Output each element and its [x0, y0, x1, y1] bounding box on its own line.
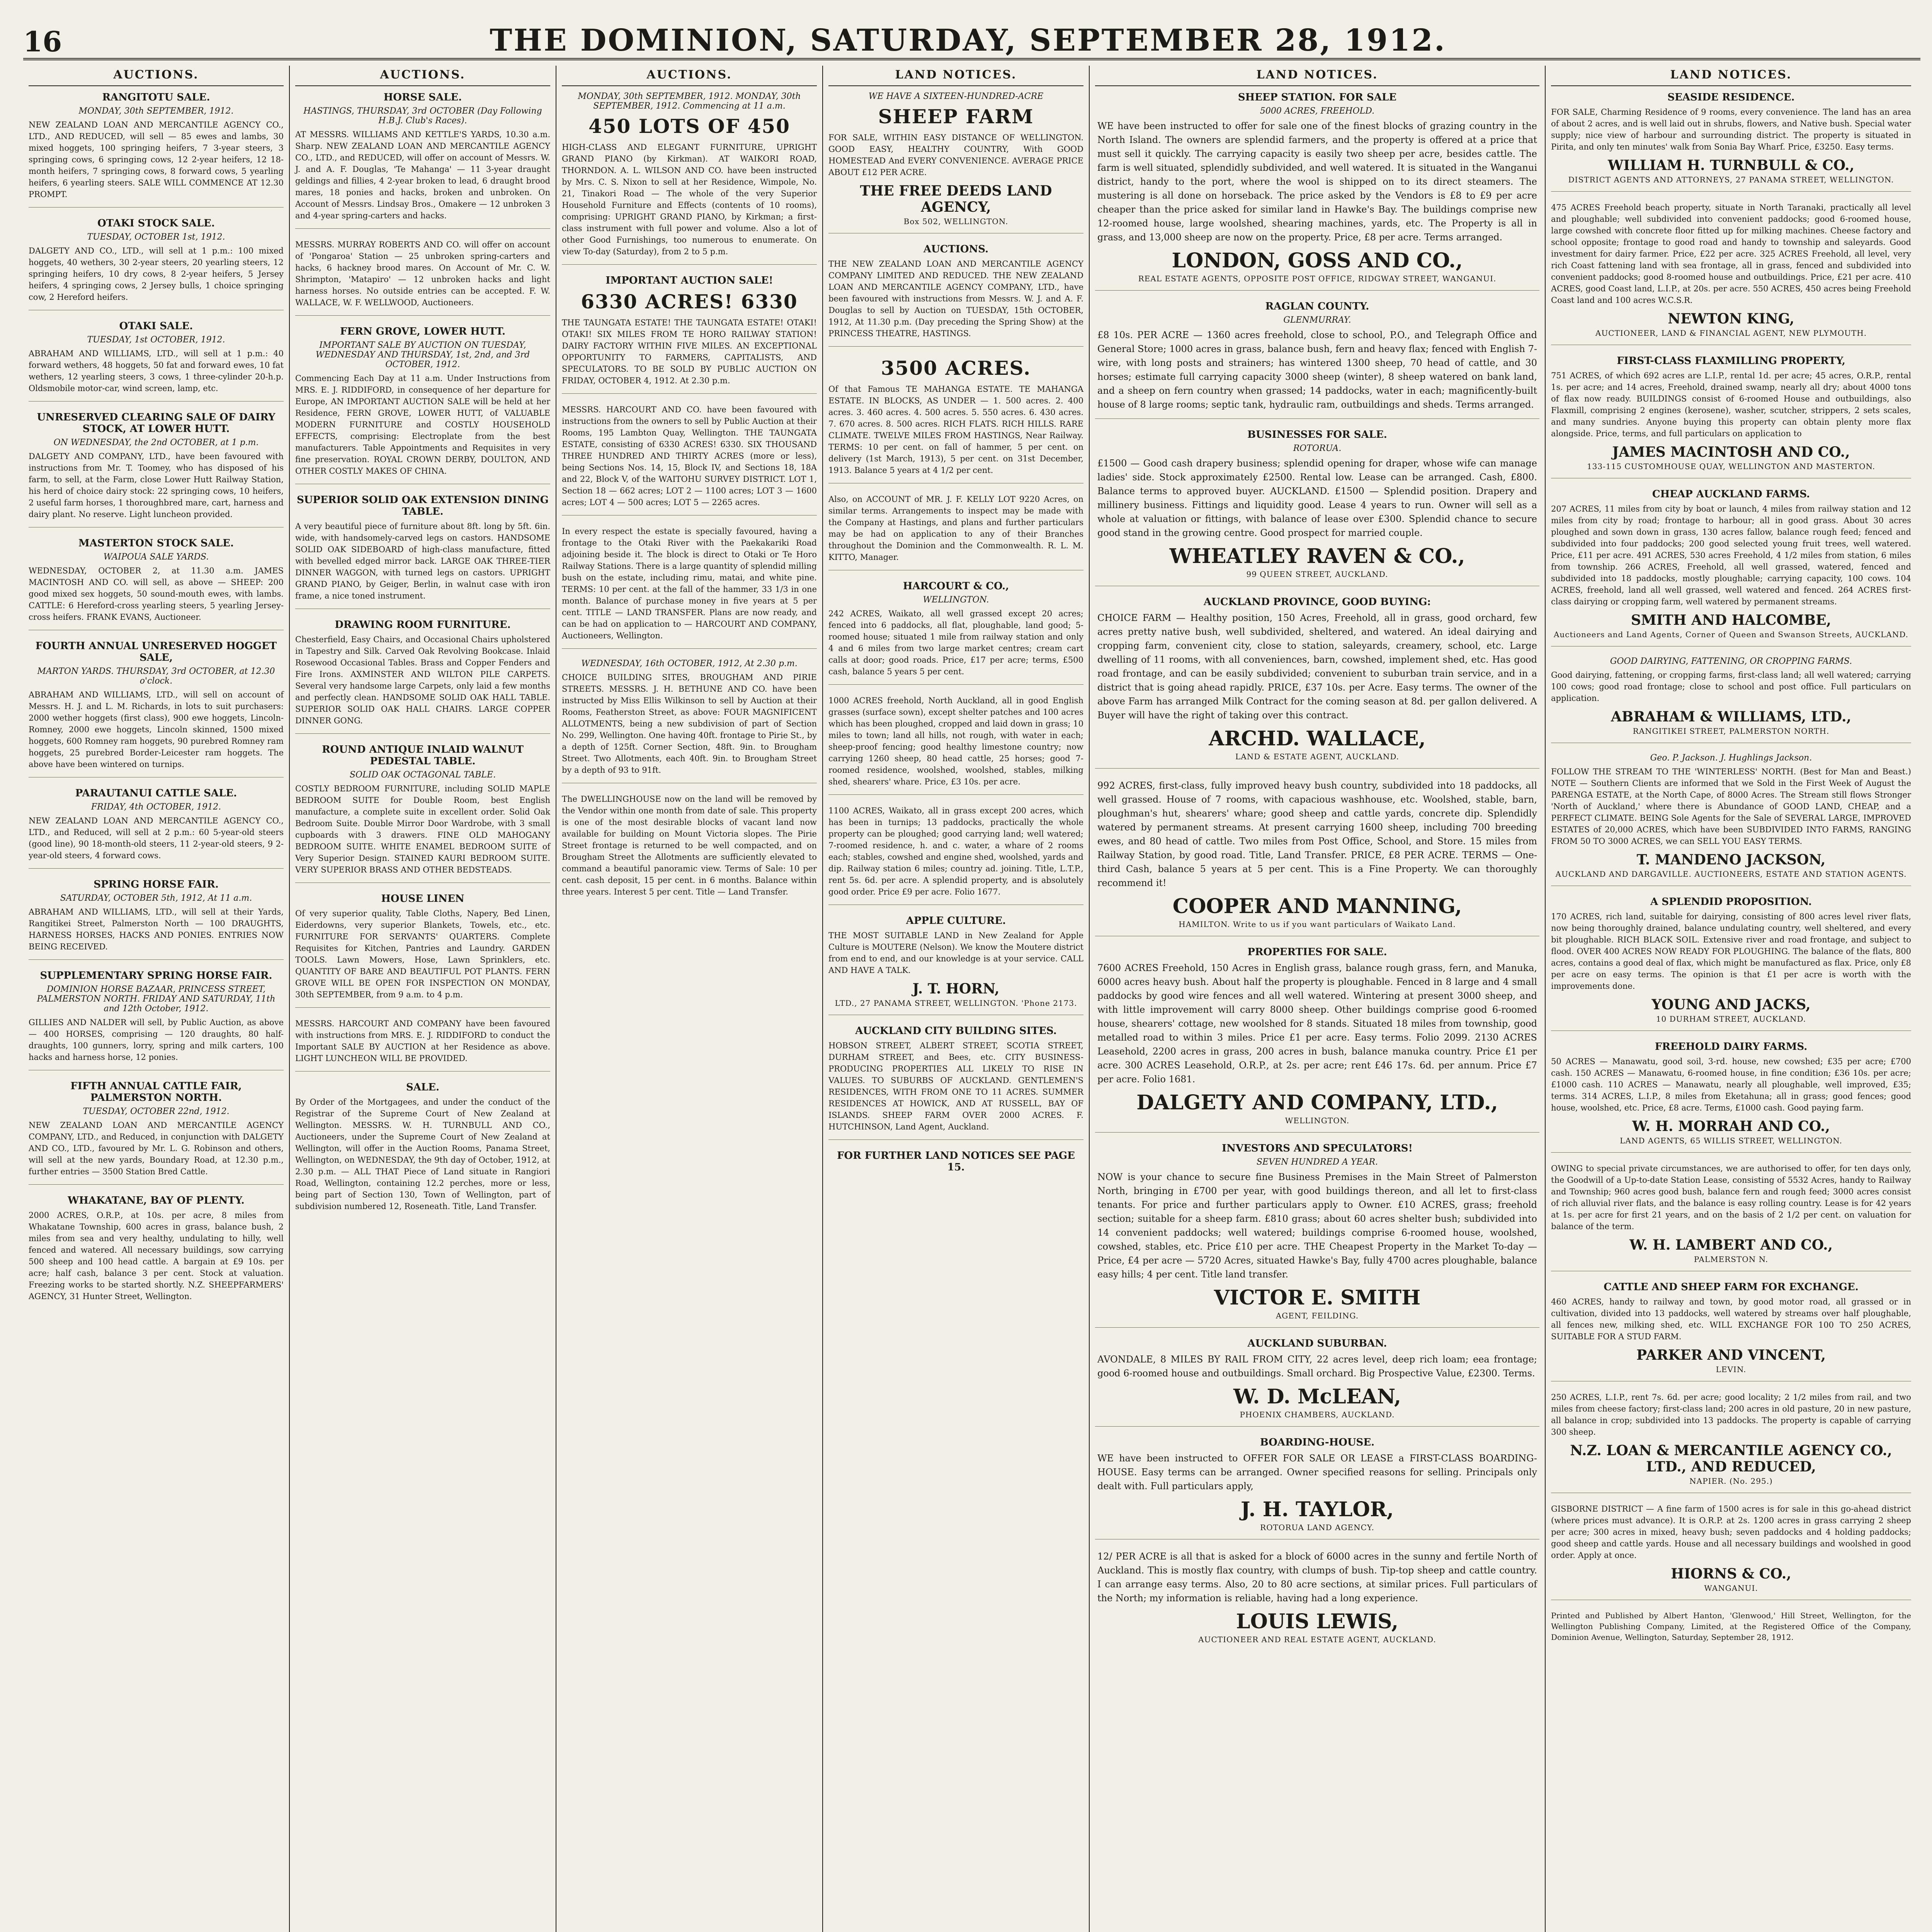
ad-body-text: GILLIES AND NALDER will sell, by Public Auction, as above — 400 HORSES, comprising — 120 draughts, 80 half-draughts, 100 gunners, lorry, spring and milk carters, 100 hacks and harness horse, 12 ponies. [29, 1018, 284, 1062]
ad-body-text: 1100 ACRES, Waikato, all in grass except 200 acres, which has been in turnips; 13 paddocks, practically the whole property can be ploughed; good carrying land; well watered; 7-roomed residence, h. and c. water, a whare of 2 rooms each; stables, cowshed and engine shed, woolshed, yards and dip. Railway station 6 miles; country ad. joining. Title, L.T.P., rent 5s. 6d. per acre. A splendid property, and is absolutely good order. Price £9 per acre. Folio 1677. [828, 806, 1083, 896]
ad-headline: FIRST-CLASS FLAXMILLING PROPERTY, [1617, 355, 1845, 367]
advertisement [295, 893, 550, 1008]
advertisement [1551, 92, 1911, 192]
ad-body-text: MESSRS. MURRAY ROBERTS AND CO. will offer on account of 'Pongaroa' Station — 25 unbroken spring-carters and hacks, 6 hackney brood mares. On Account of Mr. C. W. Shrimpton, 'Matapiro' — 12 unbroken hacks and light harness horses. No outside entries can be accepted. F. W. WALLACE, W. F. WELLWOOD, Auctioneers. [295, 240, 550, 307]
ad-headline: SEASIDE RESIDENCE. [1667, 92, 1795, 103]
ad-body-text: 50 ACRES — Manawatu, good soil, 3-rd. house, new cowshed; £35 per acre; £700 cash. 150 ACRES — Manawatu, 6-roomed house, in fine condition; £36 10s. per acre; £1000 cash. 110 ACRES — Manawatu, nearly all ploughable, well improved, £35; terms. 314 ACRES, L.I.P., 8 miles from Eketahuna; all in grass; good fences; good house, woolshed, etc. Price, £8 acre. Terms, £1000 cash. Good paying farm. [1551, 1057, 1911, 1112]
ad-body-text: £8 10s. PER ACRE — 1360 acres freehold, close to school, P.O., and Telegraph Office and General Store; 1000 acres in grass, balance bush, fern and heavy flax; fenced with English 7-wire, with long posts and strainers; has wintered 1300 sheep, 70 head of cattle, and 30 horses; estimate full carrying capacity 3000 sheep (winter), 8 sheep watered on bank land, and a sheep on fern country when grassed; 14 paddocks, water in each; magnificently-built house of 8 large rooms; septic tank, hydraulic ram, outbuildings and sheds. Terms arranged. [1097, 330, 1537, 410]
advertisement [29, 537, 284, 630]
ad-body-text: 751 ACRES, of which 692 acres are L.I.P., rental 1d. per acre; 45 acres, O.R.P., rental 1s. per acre; and 14 acres, Freehold, drained swamp, nearly all dry; about 4000 tons of flax now ready. BUILDINGS consist of 6-roomed House and outbuildings, also Flaxmill, comprising 2 engines (kerosene), washer, scutcher, strippers, 2 sets scales, and many sundries. Anyone buying this property can obtain plenty more flax alongside. Price, terms, and full particulars on application to [1551, 371, 1911, 438]
ad-body-text: THE TAUNGATA ESTATE! THE TAUNGATA ESTATE! OTAKI! OTAKI! SIX MILES FROM TE HORO RAILWAY STATION! DAIRY FACTORY WITHIN FIVE MILES. AN EXCEPTIONAL OPPORTUNITY TO FARMERS, CAPITALISTS, AND SPECULATORS. TO BE SOLD BY PUBLIC AUCTION ON FRIDAY, OCTOBER 4, 1912. At 2.30 p.m. [562, 318, 817, 385]
ad-body-text: Commencing Each Day at 11 a.m. Under Instructions from MRS. E. J. RIDDIFORD, in consequence of her departure for Europe, AN IMPORTANT AUCTION SALE will be held at her Residence, FERN GROVE, LOWER HUTT, of VALUABLE MODERN FURNITURE and COSTLY HOUSEHOLD EFFECTS, comprising: Electroplate from the best manufacturers. Table Appointments and Requisites in very fine preservation. ROYAL CROWN DERBY, DOULTON, AND OTHER COSTLY MAKES OF CHINA. [295, 374, 550, 476]
ad-headline: INVESTORS AND SPECULATORS! [1222, 1143, 1413, 1154]
ad-body-text: AT MESSRS. WILLIAMS AND KETTLE'S YARDS, 10.30 a.m. Sharp. NEW ZEALAND LOAN AND MERCANTILE AGENCY CO., LTD., and REDUCED, will offer on account of Messrs. W. J. and A. F. Douglas, 'Te Mahanga' — 11 3-year draught geldings and fillies, 4 2-year broken to lead, 6 draught brood mares, 18 ponies and hacks, broken and unbroken. On Account of Messrs. Lindsay Bros., Omakere — 12 unbroken 3 and 4-year spring-carters and hacks. [295, 130, 550, 220]
ad-subheading: ON WEDNESDAY, the 2nd OCTOBER, at 1 p.m. [53, 438, 259, 447]
ad-headline: A SPLENDID PROPOSITION. [1650, 896, 1812, 908]
advertisement [295, 239, 550, 316]
ad-headline: CATTLE AND SHEEP FARM FOR EXCHANGE. [1604, 1281, 1859, 1293]
column-6 [1546, 66, 1917, 1932]
ad-body-text: Of that Famous TE MAHANGA ESTATE. TE MAHANGA ESTATE. IN BLOCKS, AS UNDER — 1. 500 acres. 2. 400 acres. 3. 460 acres. 4. 500 acres. 5. 550 acres. 6. 430 acres. 7. 670 acres. 8. 500 acres. RICH FLATS. RICH HILLS. RARE CLIMATE. TWELVE MILES FROM HASTINGS, Near Railway. TERMS: 10 per cent. on fall of hammer, 5 per cent. on delivery (1st March, 1913), 5 per cent. on 31st December, 1913. Balance 5 years at 4 1/2 per cent. [828, 384, 1083, 475]
ad-subheading: WEDNESDAY, 16th OCTOBER, 1912, At 2.30 p.m. [581, 659, 798, 668]
ad-agent-name: NEWTON KING, [1668, 311, 1794, 327]
ad-agent-address: WELLINGTON. [1285, 1116, 1350, 1125]
advertisement [562, 659, 817, 783]
ad-body-text: MESSRS. HARCOURT AND COMPANY have been favoured with instructions from MRS. E. J. RIDDIFORD to conduct the Important SALE BY AUCTION at her Residence as above. LIGHT LUNCHEON WILL BE PROVIDED. [295, 1019, 550, 1063]
ad-body-text: OWING to special private circumstances, we are authorised to offer, for ten days only, the Goodwill of a Up-to-date Station Lease, consisting of 5532 Acres, handy to Railway and Township; 960 acres good bush, balance fern and rough feed; 3000 acres consist of rich alluvial river flats, and the balance is easy rolling country. Lease is for 42 years at 1s. per acre for first 21 years, and on the basis of 2 1/2 per cent. on valuation for balance of the term. [1551, 1164, 1911, 1231]
ad-agent-address: PHOENIX CHAMBERS, AUCKLAND. [1240, 1410, 1395, 1419]
ad-agent-name: THE FREE DEEDS LAND AGENCY, [860, 183, 1052, 215]
ad-body-text: FOR SALE, WITHIN EASY DISTANCE OF WELLINGTON. GOOD EASY, HEALTHY COUNTRY, With GOOD HOMESTEAD And EVERY CONVENIENCE. AVERAGE PRICE ABOUT £12 PER ACRE. [828, 133, 1083, 177]
advertisement [828, 805, 1083, 905]
column-3 [556, 66, 823, 1932]
advertisement [1095, 1338, 1539, 1427]
advertisement [1551, 202, 1911, 345]
ad-subheading: TUESDAY, OCTOBER 1st, 1912. [87, 232, 225, 242]
ad-body-text: 242 ACRES, Waikato, all well grassed except 20 acres; fenced into 6 paddocks, all flat, ploughable, land good; 5-roomed house; situated 1 mile from railway station and only 4 and 6 miles from two large market centres; cream cart calls at door; good roads. Price, £17 per acre; terms, £500 cash, balance 5 years 5 per cent. [828, 609, 1083, 676]
ad-body-text: WE have been instructed to offer for sale one of the finest blocks of grazing country in the North Island. The owners are splendid farmers, and the property is offered at a price that must sell it quickly. The carrying capacity is easily two sheep per acre, besides cattle. The farm is well situated, splendidly subdivided, and well watered. It is situated in the Wanganui district, handy to the port, where the wool is shipped on to its direct steamers. The mustering is all done on horseback. The price asked by the Vendors is £8 to £9 per acre cheaper than the price asked for similar land in Hawke's Bay. The buildings comprise new 12-roomed house, large woolshed, shearing machines, yards, etc. The Property is all in grass, and 13,000 sheep are now on the property. Price, £8 per acre. Terms arranged. [1097, 121, 1537, 243]
ad-agent-address: LEVIN. [1716, 1365, 1747, 1374]
ad-subheading: WE HAVE A SIXTEEN-HUNDRED-ACRE [868, 92, 1044, 101]
ad-subheading: SOLID OAK OCTAGONAL TABLE. [349, 770, 496, 780]
advertisement [295, 744, 550, 883]
ad-agent-name: W. H. LAMBERT AND CO., [1629, 1237, 1833, 1253]
ad-headline: SHEEP STATION. FOR SALE [1238, 92, 1397, 103]
ad-body-text: Also, on ACCOUNT of MR. J. F. KELLY LOT 9220 Acres, on similar terms. Arrangements to inspect may be made with the Company at Hastings, and plans and further particulars may be had on application to any of their Branches throughout the Dominion and the Commonwealth. R. L. M. KITTO, Manager. [828, 495, 1083, 562]
advertisement [1551, 1281, 1911, 1381]
advertisement [562, 526, 817, 649]
advertisement [1551, 355, 1911, 478]
advertisement [1095, 1143, 1539, 1328]
advertisement [1551, 1041, 1911, 1153]
advertisement [29, 1080, 284, 1185]
ad-agent-name: ARCHD. WALLACE, [1209, 727, 1426, 750]
advertisement [828, 1025, 1083, 1140]
ad-headline: MASTERTON STOCK SALE. [78, 537, 234, 549]
page-number: 16 [23, 25, 62, 58]
ad-headline: FIFTH ANNUAL CATTLE FAIR, PALMERSTON NORTH. [70, 1080, 242, 1104]
ad-headline: PARAUTANUI CATTLE SALE. [75, 787, 237, 799]
ad-body-text: THE NEW ZEALAND LOAN AND MERCANTILE AGENCY COMPANY LIMITED AND REDUCED. THE NEW ZEALAND LOAN AND MERCANTILE AGENCY COMPANY, LTD., have been favoured with instructions from Messrs. W. J. and A. F. Douglas to sell by Auction on TUESDAY, 15th OCTOBER, 1912, At 11.30 p.m. (Day preceding the Spring Show) at the PRINCESS THEATRE, HASTINGS. [828, 259, 1083, 338]
column-2 [290, 66, 556, 1932]
ad-agent-address: Auctioneers and Land Agents, Corner of Queen and Swanson Streets, AUCKLAND. [1553, 630, 1909, 639]
ad-agent-address: REAL ESTATE AGENTS, OPPOSITE POST OFFICE, RIDGWAY STREET, WANGANUI. [1138, 274, 1497, 283]
ad-body-text: 7600 ACRES Freehold, 150 Acres in English grass, balance rough grass, fern, and Manuka, 6000 acres heavy bush. About half the property is ploughable. Fenced in 8 large and 4 small paddocks by good wire fences and all well watered. Wintering at present 3000 sheep, and with little improvement will carry 8000 sheep. Other buildings comprise good 6-roomed house, shearers' cottage, new woolshed for 8 stands. Situated 18 miles from township, good metalled road to within 3 miles. Price £1 per acre. Easy terms. Folio 2099. 2130 ACRES Leasehold, 2200 acres in grass, 200 acres in bush, balance manuka country. Price £1 per acre. 300 ACRES Leasehold, O.R.P., at 2s. per acre; rent £46 17s. 6d. per annum. Price £7 per acre. Folio 1681. [1097, 963, 1537, 1085]
ad-agent-address: RANGITIKEI STREET, PALMERSTON NORTH. [1633, 726, 1830, 736]
ad-subheading: SEVEN HUNDRED A YEAR. [1256, 1157, 1378, 1167]
ad-agent-address: NAPIER. (No. 295.) [1689, 1476, 1773, 1486]
ad-headline: BUSINESSES FOR SALE. [1247, 429, 1387, 440]
ad-agent-address: LTD., 27 PANAMA STREET, WELLINGTON. 'Phone 2173. [835, 998, 1077, 1008]
ad-body-text: 460 ACRES, handy to railway and town, by good motor road, all grassed or in cultivation, divided into 13 paddocks, well watered by streams over half ploughable, all fences new, milking shed, etc. WILL EXCHANGE FOR 100 TO 250 ACRES, SUITABLE FOR A STUD FARM. [1551, 1297, 1911, 1341]
advertisement [29, 92, 284, 207]
columns-container [23, 66, 1920, 1932]
ad-agent-address: LAND & ESTATE AGENT, AUCKLAND. [1235, 752, 1400, 761]
ad-body-text: 170 ACRES, rich land, suitable for dairying, consisting of 800 acres level river flats, now being thoroughly drained, balance undulating country, well sheltered, and every bit ploughable. RICH BLACK SOIL. Extensive river and road frontage, and subject to flood. OVER 400 ACRES NOW READY FOR PLOUGHING. The balance of the flats, 800 acres, contains a good deal of flax, which might be manufactured as flax. Price, only £8 per acre on easy terms. The opinion is that £1 per acre is worth with the improvements done. [1551, 912, 1911, 991]
advertisement [29, 640, 284, 777]
ad-headline: IMPORTANT AUCTION SALE! [605, 275, 773, 286]
ad-body-text: 992 ACRES, first-class, fully improved heavy bush country, subdivided into 18 paddocks, all well grassed. House of 7 rooms, with capacious washhouse, etc. Woolshed, stable, barn, ploughman's hut, shearers' whare; good sheep and cattle yards, concrete dip. Splendidly watered by permanent streams. At present carrying 1600 sheep, including 700 breeding ewes, and 80 head of cattle. Two miles from Post Office, School, and Store. 15 miles from Railway Station, by good road. Title, Land Transfer. PRICE, £8 PER ACRE. TERMS — One-third Cash, balance 5 years at 5 per cent. This is a Fine Property. We can thoroughly recommend it! [1097, 780, 1537, 888]
ad-headline: WHAKATANE, BAY OF PLENTY. [68, 1195, 245, 1206]
ad-body-text: 207 ACRES, 11 miles from city by boat or launch, 4 miles from railway station and 12 miles from city by road; frontage to harbour; all in good grass. About 30 acres ploughed and sown down in grass, 130 acres fallow, balance rough feed; fenced and subdivided into four paddocks; 200 good selected young fruit trees, well watered. Price, £11 per acre. 491 ACRES, 530 acres Freehold, 4 1/2 miles from station, 6 miles from township. 266 ACRES, Freehold, all well grassed, watered, fenced and subdivided into 18 paddocks, mostly ploughable; carrying capacity, 100 cows. 104 ACRES, freehold, land all well grassed, well watered and fenced. 264 ACRES first-class dairying or cropping farm, well watered by permanent streams. [1551, 504, 1911, 606]
advertisement [1551, 1391, 1911, 1493]
ad-agent-name: W. H. MORRAH AND CO., [1632, 1118, 1830, 1134]
ad-headline: AUCKLAND PROVINCE, GOOD BUYING: [1203, 596, 1431, 608]
ad-body-text: NEW ZEALAND LOAN AND MERCANTILE AGENCY COMPANY, LTD., and Reduced, in conjunction with DALGETY AND CO., LTD., favoured by Mr. L. G. Robinson and others, will sell at the new yards, Boundary Road, at 12.30 p.m., further entries — 3500 Station Bred Cattle. [29, 1121, 284, 1176]
ad-agent-name: COOPER AND MANNING, [1172, 895, 1462, 918]
advertisement [295, 326, 550, 484]
advertisement [562, 92, 817, 265]
ad-display-line: 6330 ACRES! 6330 [581, 290, 798, 313]
ad-headline: FOR FURTHER LAND NOTICES SEE PAGE 15. [837, 1150, 1075, 1173]
advertisement [1551, 896, 1911, 1031]
ad-headline: HORSE SALE. [383, 92, 462, 103]
ad-subheading: MARTON YARDS. THURSDAY, 3rd OCTOBER, at 12.30 o'clock. [37, 667, 275, 686]
advertisement [1551, 1503, 1911, 1600]
ad-agent-name: PARKER AND VINCENT, [1636, 1347, 1826, 1363]
ad-body-text: NEW ZEALAND LOAN AND MERCANTILE AGENCY CO., LTD., AND REDUCED, will sell — 85 ewes and lambs, 30 mixed hoggets, 100 springing heifers, 7 3-year steers, 3 springing cows, 6 springing cows, 12 2-year heifers, 12 18-month heifers, 7 springing cows, 8 forward cows, 5 yearling heifers, 6 yearling steers. SALE WILL COMMENCE AT 12.30 PROMPT. [29, 120, 284, 199]
advertisement [295, 619, 550, 734]
ad-body-text: FOR SALE, Charming Residence of 9 rooms, every convenience. The land has an area of about 2 acres, and is well laid out in shrubs, flowers, and Native bush. Special water supply; nice view of harbour and surrounding district. The property is situated in Pirita, and only ten minutes' walk from Sonia Bay Wharf. Price, £3250. Easy terms. [1551, 107, 1911, 151]
ad-body-text: COSTLY BEDROOM FURNITURE, including SOLID MAPLE BEDROOM SUITE for Double Room, best English manufacture, a complete suite in excellent order. Solid Oak Bedroom Suite. Double Mirror Door Wardrobe, with 3 small cupboards with 3 drawers. FINE OLD MAHOGANY BEDROOM SUITE. WHITE ENAMEL BEDROOM SUITE of Very Superior Design. STAINED KAURI BEDROOM SUITE. VERY SUPERIOR BRASS AND OTHER BEDSTEADS. [295, 784, 550, 874]
ad-display-line: 450 LOTS OF 450 [588, 115, 791, 138]
ad-headline: SALE. [406, 1082, 440, 1093]
advertisement [29, 1195, 284, 1309]
advertisement [1095, 429, 1539, 586]
ad-body-text: MESSRS. HARCOURT AND CO. have been favoured with instructions from the owners to sell by Public Auction at their Rooms, 195 Lambton Quay, Wellington. THE TAUNGATA ESTATE, consisting of 6330 ACRES! 6330. SIX THOUSAND THREE HUNDRED AND THIRTY ACRES (more or less), being Sections Nos. 14, 15, Block IV, and Sections 18, 18A and 22, Block V, of the WAITOHU SURVEY DISTRICT. LOT 1, Section 18 — 662 acres; LOT 2 — 1100 acres; LOT 3 — 1600 acres; LOT 4 — 500 acres; LOT 5 — 2265 acres. [562, 405, 817, 507]
ad-agent-address: ROTORUA LAND AGENCY. [1260, 1523, 1374, 1532]
advertisement [828, 243, 1083, 347]
ad-headline: FERN GROVE, LOWER HUTT. [340, 326, 506, 337]
ad-agent-address: HAMILTON. Write to us if you want particulars of Waikato Land. [1179, 920, 1456, 929]
masthead [23, 15, 1920, 60]
ad-subheading: WAIPOUA SALE YARDS. [103, 552, 209, 562]
advertisement [29, 879, 284, 960]
column-heading: AUCTIONS. [562, 66, 817, 86]
column-heading: LAND NOTICES. [1551, 66, 1911, 86]
advertisement [29, 787, 284, 869]
advertisement [828, 695, 1083, 795]
ad-body-text: 1000 ACRES freehold, North Auckland, all in good English grasses (surface sown), except shelter patches and 100 acres which has been ploughed, cropped and laid down in grass; 10 miles to town; land all hills, not rough, with water in each; sheep-proof fencing; good healthy limestone country; now carrying 1260 sheep, 80 head cattle, 25 horses; good 7-roomed residence, woolshed, woolshed, stables, milking shed, shearers' whare. Price, £3 10s. per acre. [828, 696, 1084, 786]
ad-agent-name: J. T. HORN, [912, 981, 1000, 997]
ad-agent-name: J. H. TAYLOR, [1240, 1498, 1394, 1521]
advertisement [828, 493, 1083, 570]
advertisement [295, 494, 550, 609]
ad-subheading: ROTORUA. [1293, 444, 1342, 453]
advertisement [562, 793, 817, 905]
ad-headline: BOARDING-HOUSE. [1260, 1437, 1375, 1448]
advertisement [1095, 301, 1539, 419]
ad-headline: HARCOURT & CO., [903, 580, 1009, 592]
ad-display-line: 3500 ACRES. [881, 357, 1031, 379]
advertisement [1095, 1437, 1539, 1539]
ad-body-text: 475 ACRES Freehold beach property, situate in North Taranaki, practically all level and ploughable; well subdivided into convenient paddocks; good 6-roomed house, large cowshed with concrete floor fitted up for milking machines. Cheese factory and school opposite; frontage to good road and handy to township and saleyards. Good investment for dairy farmer. Price, £22 per acre. 325 ACRES Freehold, all level, very rich Coast fattening land with sea frontage, all in grass, fenced and subdivided into convenient paddocks; good 8-roomed house and outbuildings. Price, £21 per acre. 410 ACRES, good Coast land, L.I.P., at 20s. per acre. 550 ACRES, 450 acres being Freehold Coast land and 100 acres W.C.S.R. [1551, 203, 1911, 305]
ad-body-text: DALGETY AND COMPANY, LTD., have been favoured with instructions from Mr. T. Toomey, who has disposed of his farm, to sell, at the Farm, close Lower Hutt Railway Station, his herd of choice dairy stock: 22 springing cows, 10 heifers, 2 useful farm horses, 1 thoroughbred mare, cart, harness and dairy plant. No reserve. Light luncheon provided. [29, 452, 284, 519]
advertisement [1095, 92, 1539, 291]
ad-body-text: ABRAHAM AND WILLIAMS, LTD., will sell on account of Messrs. H. J. and L. M. Richards, in lots to suit purchasers: 2000 wether hoggets (first class), 900 ewe hoggets, Lincoln-Romney, 2000 ewe hoggets, Lincoln skinned, 1500 mixed hoggets, 600 Romney ram hoggets, 90 purebred Romney ram hoggets, 25 purebred Border-Leicester ram hoggets. The above have been wintered on turnips. [29, 690, 284, 769]
advertisement [1551, 1163, 1911, 1271]
ad-subheading: SATURDAY, OCTOBER 5th, 1912, At 11 a.m. [60, 893, 252, 903]
ad-headline: SPRING HORSE FAIR. [94, 879, 219, 890]
ad-subheading: TUESDAY, 1st OCTOBER, 1912. [87, 335, 225, 345]
ad-body-text: A very beautiful piece of furniture about 8ft. long by 5ft. 6in. wide, with handsomely-carved legs on castors. HANDSOME SOLID OAK SIDEBOARD of high-class manufacture, fitted with bevelled edged mirror back. LARGE OAK THREE-TIER DINNER WAGGON, with turned legs on castors. UPRIGHT GRAND PIANO, by Geiger, Berlin, in walnut case with iron frame, a nice toned instrument. [295, 522, 550, 600]
ad-agent-name: ABRAHAM & WILLIAMS, LTD., [1611, 709, 1852, 725]
ad-headline: RAGLAN COUNTY. [1265, 301, 1369, 312]
advertisement [1551, 656, 1911, 743]
ad-body-text: WEDNESDAY, OCTOBER 2, at 11.30 a.m. JAMES MACINTOSH AND CO. will sell, as above — SHEEP: 200 good mixed sex hoggets, 50 sound-mouth ewes, with lambs. CATTLE: 6 Hereford-cross yearling steers, 5 yearling Jersey-cross heifers. FRANK EVANS, Auctioneer. [29, 566, 284, 622]
ad-agent-name: YOUNG AND JACKS, [1651, 997, 1811, 1013]
advertisement [828, 1150, 1083, 1183]
ad-body-text: GISBORNE DISTRICT — A fine farm of 1500 acres is for sale in this go-ahead district (where prices must advance). It is O.R.P. at 2s. 1200 acres in grass carrying 2 sheep per acre; 300 acres in mixed, heavy bush; seven paddocks and 4 holding paddocks; good sheep and cattle yards. House and all necessary buildings and woolshed in good order. Apply at once. [1551, 1504, 1911, 1560]
ad-headline: AUCKLAND CITY BUILDING SITES. [855, 1025, 1057, 1037]
ad-headline: HOUSE LINEN [381, 893, 464, 905]
ad-body-text: CHOICE FARM — Healthy position, 150 Acres, Freehold, all in grass, good orchard, few acres pretty native bush, well subdivided, sheltered, and watered. An ideal dairying and cropping farm, convenient city, close to station, saleyards, creamery, school, etc. Large dwelling of 11 rooms, with all conveniences, barn, cowshed, implement shed, etc. Has good road frontage, and can be easily subdivided; convenient to suburban train service, and in a district that is going ahead rapidly. PRICE, £37 10s. per Acre. Easy terms. The owner of the above Farm has arranged Milk Contract for the coming season at 8d. per gallon delivered. A Buyer will have the right of taking over this contract. [1097, 612, 1537, 721]
colophon: Printed and Published by Albert Hanton, 'Glenwood,' Hill Street, Wellington, for the Wellington Publishing Company, Limited, at the Registered Office of the Company, Dominion Avenue, Wellington, Saturday, September 28, 1912. [1551, 1611, 1911, 1642]
advertisement [1095, 946, 1539, 1133]
advertisement [562, 404, 817, 515]
column-heading: LAND NOTICES. [828, 66, 1083, 86]
ad-headline: RANGITOTU SALE. [102, 92, 210, 103]
ad-agent-address: Box 502, WELLINGTON. [903, 217, 1009, 226]
ad-body-text: 250 ACRES, L.I.P., rent 7s. 6d. per acre; good locality; 2 1/2 miles from rail, and two miles from cheese factory; first-class land; 200 acres in old pasture, 20 in new pasture, all balance in crop; subdivided into 13 paddocks. The property is capable of carrying 300 sheep. [1551, 1393, 1911, 1437]
advertisement [562, 275, 817, 394]
advertisement [1095, 779, 1539, 936]
ad-body-text: In every respect the estate is specially favoured, having a frontage to the Otaki River with the Paekakariki Road adjoining beside it. The block is direct to Otaki or Te Horo Railway Stations. There is a large quantity of splendid milling bush on the estate, including rimu, matai, and white pine. TERMS: 10 per cent. at the fall of the hammer, 33 1/3 in one month. Balance of purchase money in five years at 5 per cent. TITLE — LAND TRANSFER. Plans are now ready, and can be had on application to — HARCOURT AND COMPANY, Auctioneers, Wellington. [562, 527, 817, 640]
ad-headline: FREEHOLD DAIRY FARMS. [1655, 1041, 1808, 1053]
ad-body-text: ABRAHAM AND WILLIAMS, LTD., will sell at 1 p.m.: 40 forward wethers, 48 hoggets, 50 fat and forward ewes, 10 fat wethers, 12 yearling steers, 3 cows, 1 three-cylinder 20-h.p. Oldsmobile motor-car, wind screen, lamp, etc. [29, 349, 284, 393]
ad-subheading: GLENMURRAY. [1283, 315, 1351, 325]
column-1 [23, 66, 290, 1932]
ad-agent-address: AUCTIONEER, LAND & FINANCIAL AGENT, NEW PLYMOUTH. [1595, 328, 1867, 338]
ad-agent-name: VICTOR E. SMITH [1214, 1286, 1421, 1310]
ad-headline: OTAKI STOCK SALE. [97, 218, 215, 229]
ad-subheading: 5000 ACRES, FREEHOLD. [1260, 106, 1375, 116]
ad-body-text: AVONDALE, 8 MILES BY RAIL FROM CITY, 22 acres level, deep rich loam; eea frontage; good 6-roomed house and outbuildings. Small orchard. Big Prospective Value, £2300. Terms. [1097, 1354, 1537, 1379]
ad-headline: UNRESERVED CLEARING SALE OF DAIRY STOCK, AT LOWER HUTT. [37, 412, 276, 435]
column-heading: AUCTIONS. [295, 66, 550, 86]
masthead-title: THE DOMINION, SATURDAY, SEPTEMBER 28, 1912. [490, 23, 1446, 58]
ad-body-text: Of very superior quality, Table Cloths, Napery, Bed Linen, Eiderdowns, very superior Blankets, Towels, etc., etc. FURNITURE FOR SERVANTS' QUARTERS. Complete Requisites for Kitchen, Pantries and Laundry. GARDEN TOOLS. Lawn Mowers, Hose, Lawn Sprinklers, etc. QUANTITY OF BARE AND BEAUTIFUL POT PLANTS. FERN GROVE WILL BE OPEN FOR INSPECTION ON MONDAY, 30th SEPTEMBER, from 9 a.m. to 4 p.m. [295, 909, 550, 999]
ad-subheading: TUESDAY, OCTOBER 22nd, 1912. [83, 1107, 230, 1116]
ad-agent-address: PALMERSTON N. [1694, 1255, 1769, 1264]
ad-subheading: HASTINGS, THURSDAY, 3rd OCTOBER (Day Following H.B.J. Club's Races). [303, 106, 542, 126]
ad-agent-address: 133-115 CUSTOMHOUSE QUAY, WELLINGTON AND MASTERTON. [1587, 462, 1876, 471]
advertisement [1095, 1549, 1539, 1651]
ad-agent-address: AGENT, FEILDING. [1276, 1311, 1359, 1320]
ad-display-line: SHEEP FARM [878, 105, 1034, 128]
ad-agent-name: WILLIAM H. TURNBULL & CO., [1607, 157, 1855, 173]
ad-agent-name: N.Z. LOAN & MERCANTILE AGENCY CO., LTD., AND REDUCED, [1570, 1442, 1892, 1475]
ad-headline: OTAKI SALE. [119, 320, 193, 332]
ad-agent-address: LAND AGENTS, 65 WILLIS STREET, WELLINGTON. [1620, 1136, 1842, 1145]
advertisement [828, 357, 1083, 483]
advertisement [1551, 488, 1911, 646]
ad-agent-name: JAMES MACINTOSH AND CO., [1612, 444, 1850, 460]
ad-body-text: HOBSON STREET, ALBERT STREET, SCOTIA STREET, DURHAM STREET, and Bees, etc. CITY BUSINESS-PRODUCING PROPERTIES ALL LIKELY TO RISE IN VALUES. TO SUBURBS OF AUCKLAND. GENTLEMEN'S RESIDENCES, WITH FROM ONE TO 11 ACRES. SUMMER RESIDENCES AT HOWICK, AND AT RUSSELL, BAY OF ISLANDS. SHEEP FARM OVER 2000 ACRES. F. HUTCHINSON, Land Agent, Auckland. [828, 1041, 1083, 1131]
ad-subheading: WELLINGTON. [923, 595, 989, 605]
advertisement [828, 915, 1083, 1015]
ad-subheading: MONDAY, 30th SEPTEMBER, 1912. [78, 106, 234, 116]
ad-body-text: The DWELLINGHOUSE now on the land will be removed by the Vendor within one month from date of sale. This property is one of the most desirable blocks of vacant land now available for building on Mount Victoria slopes. The Pirie Street frontage is returned to be well compacted, and on Brougham Street the Allotments are sufficiently elevated to command a beautiful panoramic view. Terms of Sale: 10 per cent. cash deposit, 15 per cent. in 6 months. Balance within three years. Interest 5 per cent. Title — Land Transfer. [562, 794, 817, 896]
advertisement [295, 92, 550, 229]
ad-headline: ROUND ANTIQUE INLAID WALNUT PEDESTAL TABLE. [322, 744, 524, 767]
ad-headline: SUPERIOR SOLID OAK EXTENSION DINING TABLE. [297, 494, 549, 517]
advertisement [29, 320, 284, 401]
column-5 [1090, 66, 1546, 1932]
column-4 [823, 66, 1090, 1932]
ad-agent-name: W. D. McLEAN, [1233, 1385, 1401, 1408]
ad-agent-name: WHEATLEY RAVEN & CO., [1169, 544, 1465, 568]
ad-body-text: NOW is your chance to secure fine Business Premises in the Main Street of Palmerston North, bringing in £700 per year, with good buildings thereon, and all let to first-class tenants. For price and further particulars apply to Owner. £10 ACRES, grass; freehold section; suitable for a sheep farm. £810 grass; about 60 acres shelter bush; subdivided into 14 convenient paddocks; well watered; buildings comprise 6-roomed house, woolshed, cowshed, stables, etc. Price £10 per acre. THE Cheapest Property in the Market To-day — Price, £4 per acre — 5720 Acres, situated Hawke's Bay, fully 4700 acres ploughable, balance easy hills; 4 per cent. Title land transfer. [1097, 1172, 1537, 1280]
ad-body-text: 2000 ACRES, O.R.P., at 10s. per acre, 8 miles from Whakatane Township, 600 acres in grass, balance bush, 2 miles from sea and very healthy, undulating to hilly, well fenced and watered. All necessary buildings, sow carrying 500 sheep and 100 head cattle. A bargain at £9 10s. per acre; half cash, balance 3 per cent. Stock at valuation. Freezing works to be started shortly. N.Z. SHEEPFARMERS' AGENCY, 31 Hunter Street, Wellington. [29, 1211, 284, 1301]
ad-body-text: Chesterfield, Easy Chairs, and Occasional Chairs upholstered in Tapestry and Silk. Carved Oak Revolving Bookcase. Inlaid Rosewood Occasional Tables. Brass and Copper Fenders and Fire Irons. AXMINSTER AND WILTON PILE CARPETS. Several very handsome large Carpets, only laid a few months and perfectly clean. HANDSOME SOLID OAK HALL TABLE. SUPERIOR SOLID OAK HALL CHAIRS. LARGE COPPER DINNER GONG. [295, 635, 550, 725]
ad-body-text: £1500 — Good cash drapery business; splendid opening for draper, whose wife can manage ladies' side. Stock approximately £2500. Rental low. Lease can be arranged. Cash, £800. Balance terms to approved buyer. AUCKLAND. £1500 — Splendid position. Drapery and millinery business. Fittings and liquidity good. Lease 4 years to run. Owner will sell as a whole at valuation or fittings, with balance of lease over £300. Splendid chance to secure good stand in the growing centre. Good prospect for married couple. [1097, 458, 1537, 538]
column-heading: LAND NOTICES. [1095, 66, 1539, 86]
ad-agent-name: DALGETY AND COMPANY, LTD., [1136, 1091, 1498, 1114]
ad-body-text: WE have been instructed to OFFER FOR SALE OR LEASE a FIRST-CLASS BOARDING-HOUSE. Easy terms can be arranged. Owner specified reasons for selling. Principals only dealt with. Full particulars apply, [1097, 1453, 1537, 1492]
advertisement [29, 412, 284, 527]
ad-body-text: NEW ZEALAND LOAN AND MERCANTILE AGENCY CO., LTD., and Reduced, will sell at 2 p.m.: 60 5-year-old steers (good line), 90 18-month-old steers, 11 2-year-old steers, 9 2-year-old steers, 4 forward cows. [29, 816, 284, 860]
ad-body-text: 12/ PER ACRE is all that is asked for a block of 6000 acres in the sunny and fertile North of Auckland. This is mostly flax country, with clumps of bush. Tip-top sheep and cattle country. I can arrange easy terms. Also, 20 to 80 acre sections, at similar prices. Full particulars of the North; my information is reliable, having had a long experience. [1097, 1551, 1537, 1604]
ad-subheading: FRIDAY, 4th OCTOBER, 1912. [91, 802, 221, 812]
ad-agent-address: WANGANUI. [1704, 1583, 1758, 1593]
ad-headline: APPLE CULTURE. [906, 915, 1006, 927]
ad-body-text: HIGH-CLASS AND ELEGANT FURNITURE, UPRIGHT GRAND PIANO (by Kirkman). AT WAIKORI ROAD, THORNDON. A. L. WILSON AND CO. have been instructed by Mrs. C. S. Nixon to sell at her Residence, Wimpole, No. 21, Tinakori Road — The whole of the very Superior Household Furniture and Effects (contents of 10 rooms), comprising: UPRIGHT GRAND PIANO, by Kirkman; a first-class instrument with full power and volume. Also a lot of other Good Furnishings, too numerous to enumerate. On view To-day (Saturday), from 2 to 5 p.m. [562, 143, 817, 256]
ad-subheading: DOMINION HORSE BAZAAR, PRINCESS STREET, PALMERSTON NORTH. FRIDAY AND SATURDAY, 11th and 12th October, 1912. [37, 985, 276, 1014]
ad-subheading: Geo. P. Jackson. J. Hughlings Jackson. [1650, 753, 1812, 763]
advertisement [29, 970, 284, 1070]
ad-body-text: Good dairying, fattening, or cropping farms, first-class land; all well watered; carrying 100 cows; good road frontage; close to school and post office. Full particulars on application. [1551, 670, 1911, 703]
ad-agent-name: LONDON, GOSS AND CO., [1172, 249, 1463, 272]
ad-headline: FOURTH ANNUAL UNRESERVED HOGGET SALE, [35, 640, 277, 663]
ad-body-text: FOLLOW THE STREAM TO THE 'WINTERLESS' NORTH. (Best for Man and Beast.) NOTE — Southern Clients are informed that we Sold in the First Week of August the PARENGA ESTATE, at the North Cape, of 8000 Acres. The Stream still flows Stronger 'North of Auckland,' where there is Abundance of GOOD LAND, CHEAP, and a PERFECT CLIMATE. BEING Sole Agents for the Sale of SEVERAL LARGE, IMPROVED ESTATES of 20,000 ACRES, which have been SUBDIVIDED INTO FARMS, RANGING FROM 50 TO 3000 ACRES, we can SELL YOU EASY TERMS. [1551, 767, 1911, 846]
ad-body-text: THE MOST SUITABLE LAND in New Zealand for Apple Culture is MOUTERE (Nelson). We know the Moutere district from end to end, and our knowledge is at your service. CALL AND HAVE A TALK. [828, 931, 1083, 975]
ad-subheading: GOOD DAIRYING, FATTENING, OR CROPPING FARMS. [1610, 656, 1852, 666]
ad-headline: DRAWING ROOM FURNITURE. [335, 619, 511, 631]
ad-agent-address: 10 DURHAM STREET, AUCKLAND. [1656, 1014, 1806, 1024]
advertisement [1551, 753, 1911, 886]
ad-body-text: By Order of the Mortgagees, and under the conduct of the Registrar of the Supreme Court of New Zealand at Wellington. MESSRS. W. H. TURNBULL AND CO., Auctioneers, under the Supreme Court of New Zealand at Wellington, will offer in the Auction Rooms, Panama Street, Wellington, on WEDNESDAY, the 9th day of October, 1912, at 2.30 p.m. — ALL THAT Piece of Land situate in Rangiori Road, Wellington, containing 12.2 perches, more or less, being part of Section 130, Town of Wellington, part of subdivision numbered 12, Roseneath. Title, Land Transfer. [295, 1097, 550, 1211]
advertisement [295, 1018, 550, 1071]
ad-agent-address: AUCKLAND AND DARGAVILLE. AUCTIONEERS, ESTATE AND STATION AGENTS. [1555, 869, 1907, 879]
ad-headline: PROPERTIES FOR SALE. [1247, 946, 1387, 958]
ad-agent-name: SMITH AND HALCOMBE, [1631, 612, 1832, 628]
ad-agent-name: T. MANDENO JACKSON, [1636, 852, 1826, 868]
advertisement [828, 92, 1083, 233]
advertisement [828, 580, 1083, 685]
advertisement [29, 218, 284, 310]
ad-subheading: MONDAY, 30th SEPTEMBER, 1912. MONDAY, 30th SEPTEMBER, 1912. Commencing at 11 a.m. [578, 92, 801, 111]
ad-headline: SUPPLEMENTARY SPRING HORSE FAIR. [40, 970, 272, 981]
ad-agent-name: LOUIS LEWIS, [1236, 1610, 1398, 1633]
ad-headline: CHEAP AUCKLAND FARMS. [1652, 488, 1810, 500]
ad-agent-address: 99 QUEEN STREET, AUCKLAND. [1246, 570, 1388, 579]
ad-agent-address: AUCTIONEER AND REAL ESTATE AGENT, AUCKLAND. [1198, 1635, 1436, 1644]
ad-body-text: ABRAHAM AND WILLIAMS, LTD., will sell at their Yards, Rangitikei Street, Palmerston North — 100 DRAUGHTS, HARNESS HORSES, HACKS AND PONIES. ENTRIES NOW BEING RECEIVED. [29, 907, 284, 951]
ad-subheading: IMPORTANT SALE BY AUCTION ON TUESDAY, WEDNESDAY AND THURSDAY, 1st, 2nd, and 3rd OCTOBER, 1912. [315, 340, 530, 369]
column-heading: AUCTIONS. [29, 66, 284, 86]
ad-agent-address: DISTRICT AGENTS AND ATTORNEYS, 27 PANAMA STREET, WELLINGTON. [1568, 175, 1894, 184]
ad-headline: AUCKLAND SUBURBAN. [1247, 1338, 1387, 1349]
advertisement [295, 1082, 550, 1219]
ad-headline: AUCTIONS. [923, 243, 989, 255]
advertisement [1095, 596, 1539, 769]
ad-agent-name: HIORNS & CO., [1671, 1566, 1791, 1582]
ad-body-text: CHOICE BUILDING SITES, BROUGHAM AND PIRIE STREETS. MESSRS. J. H. BETHUNE AND CO. have been instructed by Miss Ellis Wilkinson to sell by Auction at their Rooms, Featherston Street, as above: FOUR MAGNIFICENT ALLOTMENTS, being a new subdivision of part of Section No. 299, Wellington. One having 40ft. frontage to Pirie St., by a depth of 125ft. Corner Section, 48ft. 9in. to Brougham Street. Two Allotments, each 40ft. 9in. to Brougham Street by a depth of 93 to 91ft. [562, 673, 817, 775]
ad-body-text: DALGETY AND CO., LTD., will sell at 1 p.m.: 100 mixed hoggets, 40 wethers, 30 2-year steers, 20 yearling steers, 12 springing heifers, 10 dry cows, 8 2-year heifers, 5 Jersey heifers, 4 springing cows, 2 Jersey bulls, 1 choice springing cow, 2 Hereford heifers. [29, 246, 284, 302]
